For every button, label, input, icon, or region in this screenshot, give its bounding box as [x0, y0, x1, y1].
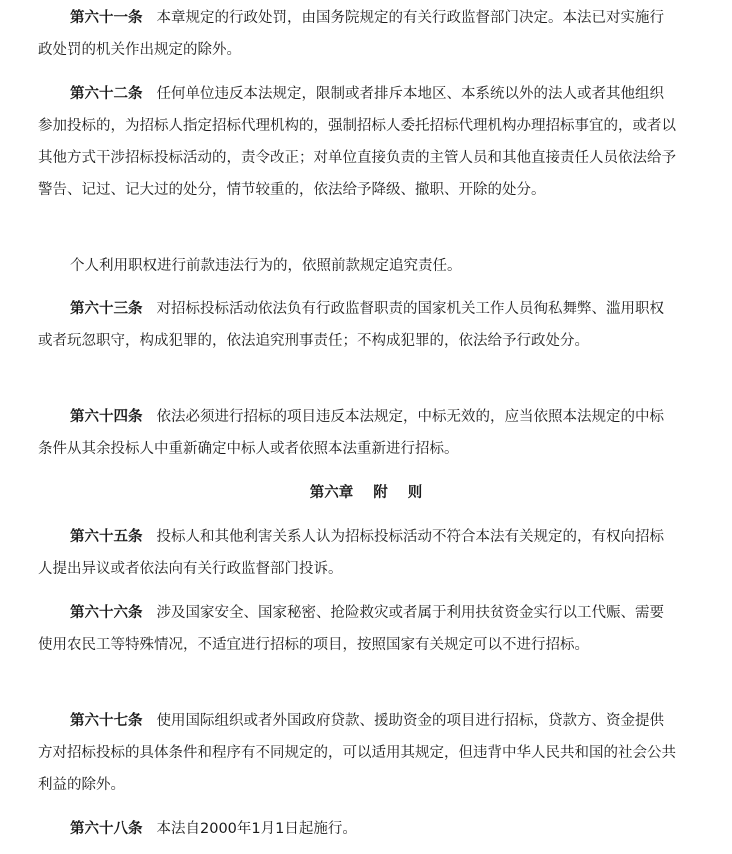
- chapter-label: 第六章: [309, 485, 354, 501]
- article-number: 第六十四条: [70, 409, 143, 425]
- chapter-title-part-1: 附: [373, 485, 388, 501]
- article-text: 投标人和其他利害关系人认为招标投标活动不符合本法有关规定的，有权向招标人提出异议或者依法向有关行政监督部门投诉。: [38, 529, 664, 577]
- article-63: [38, 293, 678, 357]
- article-number: 第六十八条: [70, 821, 143, 837]
- article-65: [38, 521, 678, 585]
- article-text: 使用国际组织或者外国政府贷款、援助资金的项目进行招标，贷款方、资金提供方对招标投标的具体条件和程序有不同规定的，可以适用其规定，但违背中华人民共和国的社会公共利益的除外。: [38, 713, 676, 793]
- article-text: 涉及国家安全、国家秘密、抢险救灾或者属于利用扶贫资金实行以工代赈、需要使用农民工等特殊情况，不适宜进行招标的项目，按照国家有关规定可以不进行招标。: [38, 605, 664, 653]
- article-text: 本章规定的行政处罚，由国务院规定的有关行政监督部门决定。本法已对实施行政处罚的机关作出规定的除外。: [38, 10, 664, 58]
- article-68: [38, 813, 678, 845]
- article-text: 对招标投标活动依法负有行政监督职责的国家机关工作人员徇私舞弊、滥用职权或者玩忽职守，构成犯罪的，依法追究刑事责任；不构成犯罪的，依法给予行政处分。: [38, 301, 664, 349]
- article-61: [38, 2, 678, 66]
- article-number: 第六十七条: [70, 713, 143, 729]
- chapter-heading: [0, 477, 732, 509]
- article-number: 第六十一条: [70, 10, 143, 26]
- article-text: 本法自2000年1月1日起施行。: [156, 821, 357, 837]
- article-62-paragraph-2: [38, 250, 678, 282]
- article-number: 第六十六条: [70, 605, 143, 621]
- chapter-title-part-2: 则: [407, 485, 423, 501]
- article-number: 第六十二条: [70, 86, 143, 102]
- article-66: [38, 597, 678, 661]
- article-number: 第六十五条: [70, 529, 143, 545]
- article-62: [38, 78, 678, 206]
- article-text: 任何单位违反本法规定，限制或者排斥本地区、本系统以外的法人或者其他组织参加投标的，为招标人指定招标代理机构的，强制招标人委托招标代理机构办理招标事宜的，或者以其他方式干涉招标投标活动的，责令改正；对单位直接负责的主管人员和其他直接责任人员依法给予警告、记过、记大过的处分，情节较重的，依法给予降级、撤职、开除的处分。: [38, 86, 676, 198]
- article-67: [38, 705, 678, 801]
- article-64: [38, 401, 678, 465]
- paragraph-text: 个人利用职权进行前款违法行为的，依照前款规定追究责任。: [70, 258, 462, 274]
- article-text: 依法必须进行招标的项目违反本法规定，中标无效的，应当依照本法规定的中标条件从其余投标人中重新确定中标人或者依照本法重新进行招标。: [38, 409, 664, 457]
- article-number: 第六十三条: [70, 301, 143, 317]
